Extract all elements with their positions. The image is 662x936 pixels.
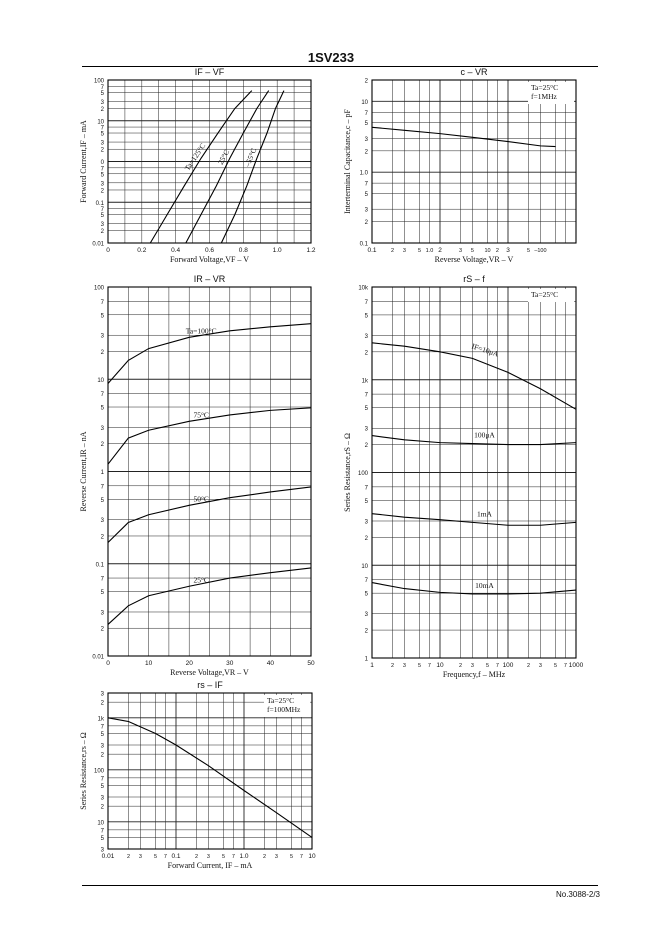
y-tick-label: 3 (100, 691, 104, 698)
y-tick-label: 7 (100, 828, 104, 835)
series-label: IF=10μA (470, 341, 500, 359)
y-tick-label: 7 (100, 84, 104, 91)
footer-rule (82, 885, 598, 886)
y-tick-label: 7 (364, 299, 368, 306)
y-tick-label: 7 (100, 776, 104, 783)
x-tick-label: 1.0 (272, 247, 282, 254)
y-tick-label: 3 (100, 99, 104, 106)
x-tick-label: 2 (126, 854, 131, 860)
y-tick-label: 100 (93, 78, 104, 85)
y-tick-label: 3 (364, 519, 368, 526)
y-tick-label: 3 (364, 136, 368, 143)
x-tick-label: 1.0 (425, 248, 434, 254)
y-tick-label: 3 (364, 426, 368, 433)
y-tick-label: 2 (364, 220, 368, 227)
x-tick-label: 3 (402, 663, 406, 669)
x-tick-label: 0.6 (204, 247, 215, 254)
y-tick-label: 0.01 (92, 241, 104, 248)
y-tick-label: 7 (100, 484, 104, 491)
condition-annotation: f=100MHz (267, 705, 301, 714)
x-tick-label: 0.01 (101, 853, 115, 860)
condition-annotation: Ta=25°C (531, 83, 559, 92)
chart-title: IF – VF (194, 67, 225, 77)
x-tick-label: 1000 (568, 662, 584, 669)
y-tick-label: 1k (97, 716, 104, 723)
y-tick-label: 5 (100, 405, 104, 412)
series-label: Ta=125°C (182, 141, 208, 173)
y-tick-label: 3 (364, 333, 368, 340)
x-tick-label: –100 (534, 248, 547, 254)
x-tick-label: 0.1 (367, 247, 377, 254)
x-tick-label: 5 (553, 663, 558, 669)
y-tick-label: 5 (100, 90, 104, 97)
y-tick-label: 2 (100, 147, 104, 154)
x-tick-label: 0 (106, 247, 110, 254)
y-tick-label: 5 (364, 191, 368, 198)
series-label: –55°C (242, 146, 259, 168)
x-tick-label: 0.1 (171, 853, 181, 860)
y-tick-label: 3 (364, 612, 368, 619)
y-tick-label: 2 (364, 443, 368, 450)
x-tick-label: 5 (470, 248, 474, 254)
y-axis-label: Reverse Current,IR – nA (79, 431, 88, 512)
y-tick-label: 3 (100, 795, 104, 802)
y-tick-label: 2 (100, 700, 104, 707)
x-tick-label: 1.2 (306, 247, 316, 254)
condition-annotation: Ta=25°C (531, 290, 559, 299)
y-tick-label: 3 (100, 181, 104, 188)
y-tick-label: 5 (100, 731, 104, 738)
y-tick-label: 7 (364, 392, 368, 399)
x-tick-label: 7 (563, 663, 567, 669)
x-tick-label: 2 (438, 247, 442, 254)
x-tick-label: 5 (485, 663, 490, 669)
condition-annotation: f=1MHz (531, 92, 557, 101)
series-label: 75°C (193, 410, 209, 420)
y-tick-label: 0.1 (359, 241, 368, 248)
y-tick-label: 3 (100, 743, 104, 750)
y-tick-label: 7 (364, 110, 368, 117)
y-tick-label: 5 (100, 213, 104, 220)
x-tick-label: 0.4 (171, 247, 181, 254)
chart-title: IR – VR (193, 274, 226, 284)
chart-title: rS – f (463, 274, 485, 284)
series-label: Ta=100°C (185, 326, 217, 336)
x-tick-label: 5 (417, 248, 422, 254)
series-label: 25°C (193, 575, 209, 585)
x-tick-label: 2 (495, 248, 499, 254)
y-tick-label: 2 (364, 628, 368, 635)
x-tick-label: 0.8 (238, 247, 248, 254)
y-tick-label: 3 (100, 610, 104, 617)
y-tick-label: 3 (100, 425, 104, 432)
x-tick-label: 3 (138, 854, 142, 860)
x-axis-label: Frequency,f – MHz (442, 670, 506, 679)
y-tick-label: 2 (100, 804, 104, 811)
x-tick-label: 3 (206, 854, 210, 860)
y-tick-label: 7 (100, 166, 104, 173)
y-tick-label: 1 (364, 656, 368, 663)
y-tick-label: 0.1 (95, 562, 104, 569)
y-tick-label: 7 (100, 724, 104, 731)
x-tick-label: 2 (526, 663, 531, 669)
y-axis-label: Forward Current,IF – mA (79, 120, 88, 203)
x-axis-label: Forward Current, IF – mA (167, 861, 253, 870)
y-tick-label: 5 (364, 406, 368, 413)
y-tick-label: 2 (100, 106, 104, 113)
y-tick-label: 5 (100, 835, 104, 842)
y-tick-label: 2 (100, 349, 104, 356)
x-tick-label: 7 (163, 854, 167, 860)
y-tick-label: 2 (364, 149, 368, 156)
y-tick-label: 0.1 (95, 200, 104, 207)
y-tick-label: 5 (364, 498, 368, 505)
y-tick-label: 3 (100, 847, 104, 854)
x-tick-label: 100 (502, 662, 514, 669)
y-tick-label: 10 (97, 820, 104, 827)
y-tick-label: 2 (364, 350, 368, 357)
x-tick-label: 7 (495, 663, 499, 669)
y-tick-label: 5 (100, 783, 104, 790)
x-tick-label: 0 (106, 660, 110, 667)
y-tick-label: 5 (364, 121, 368, 128)
x-axis-label: Reverse Voltage,VR – V (170, 668, 249, 677)
x-tick-label: 10 (308, 853, 316, 860)
y-tick-label: 10 (361, 563, 368, 570)
x-tick-label: 1.0 (239, 853, 249, 860)
y-tick-label: 5 (100, 497, 104, 504)
x-tick-label: 2 (194, 854, 199, 860)
x-tick-label: 5 (417, 663, 422, 669)
x-tick-label: 40 (266, 660, 275, 667)
x-axis-label: Reverse Voltage,VR – V (434, 255, 514, 264)
y-tick-label: 0 (100, 160, 104, 166)
y-tick-label: 5 (100, 172, 104, 179)
x-tick-label: 3 (506, 247, 510, 254)
y-tick-label: 10 (97, 119, 104, 126)
series-label: 100μA (474, 430, 495, 440)
series-label: 25°C (215, 148, 232, 167)
condition-annotation: Ta=25°C (267, 696, 295, 705)
x-tick-label: 5 (153, 854, 158, 860)
y-tick-label: 3 (100, 222, 104, 229)
x-tick-label: 7 (427, 663, 431, 669)
y-tick-label: 2 (100, 188, 104, 195)
y-tick-label: 100 (93, 285, 104, 292)
x-tick-label: 20 (185, 660, 193, 667)
y-tick-label: 2 (100, 442, 104, 449)
y-tick-label: 2 (364, 78, 368, 85)
y-tick-label: 2 (100, 752, 104, 759)
y-tick-label: 100 (357, 471, 368, 477)
x-tick-label: 2 (262, 854, 267, 860)
chart-title: c – VR (460, 67, 488, 77)
y-tick-label: 10 (97, 377, 104, 384)
x-tick-label: 2 (458, 663, 463, 669)
x-tick-label: 50 (307, 660, 315, 667)
x-axis-label: Forward Voltage,VF – V (169, 255, 250, 264)
y-tick-label: 5 (364, 591, 368, 598)
y-tick-label: 7 (364, 578, 368, 585)
x-tick-label: 10 (484, 248, 491, 254)
y-tick-label: 2 (100, 229, 104, 236)
y-tick-label: 2 (100, 534, 104, 541)
y-tick-label: 5 (100, 131, 104, 138)
y-axis-label: Interterminal Capacitance,c – pF (343, 109, 352, 214)
chart-title: rs – IF (197, 680, 223, 690)
x-tick-label: 10 (144, 660, 153, 667)
series-label: 1mA (476, 509, 492, 519)
series-label: 10mA (475, 580, 494, 590)
y-tick-label: 3 (100, 518, 104, 525)
y-tick-label: 1 (100, 470, 104, 476)
y-tick-label: 5 (100, 590, 104, 597)
x-tick-label: 2 (390, 663, 395, 669)
y-axis-label: Series Resistance,rs – Ω (79, 732, 88, 810)
x-tick-label: 3 (458, 248, 463, 254)
y-tick-label: 10 (361, 99, 368, 106)
x-tick-label: 1 (370, 662, 374, 669)
y-axis-label: Series Resistance,rS – Ω (343, 433, 352, 512)
y-tick-label: 3 (100, 333, 104, 340)
y-tick-label: 7 (100, 392, 104, 399)
x-tick-label: 5 (289, 854, 294, 860)
y-tick-label: 7 (100, 207, 104, 214)
x-tick-label: 3 (274, 854, 278, 860)
x-tick-label: 30 (226, 660, 234, 667)
x-tick-label: 5 (526, 248, 531, 254)
y-tick-label: 7 (100, 299, 104, 306)
y-tick-label: 1k (361, 378, 368, 385)
y-tick-label: 7 (364, 181, 368, 188)
document-title: 1SV233 (307, 50, 355, 65)
x-tick-label: 7 (231, 854, 235, 860)
y-tick-label: 10k (358, 285, 368, 292)
y-tick-label: 2 (100, 626, 104, 633)
y-tick-label: 7 (100, 576, 104, 583)
y-tick-label: 1.0 (359, 170, 368, 177)
x-tick-label: 3 (538, 663, 542, 669)
y-tick-label: 2 (364, 535, 368, 542)
doc-number: No.3088-2/3 (555, 890, 600, 899)
y-tick-label: 5 (100, 313, 104, 320)
y-tick-label: 7 (100, 125, 104, 132)
x-tick-label: 10 (436, 662, 444, 669)
x-tick-label: 0.2 (137, 247, 147, 254)
y-tick-label: 7 (364, 485, 368, 492)
series-label: 50°C (193, 494, 209, 504)
x-tick-label: 5 (221, 854, 226, 860)
x-tick-label: 3 (402, 248, 406, 254)
y-tick-label: 100 (93, 768, 104, 775)
y-tick-label: 0.01 (92, 654, 104, 661)
x-tick-label: 2 (390, 248, 395, 254)
x-tick-label: 7 (299, 854, 303, 860)
y-tick-label: 5 (364, 313, 368, 320)
x-tick-label: 3 (470, 663, 474, 669)
y-tick-label: 3 (100, 140, 104, 147)
y-tick-label: 3 (364, 207, 368, 214)
